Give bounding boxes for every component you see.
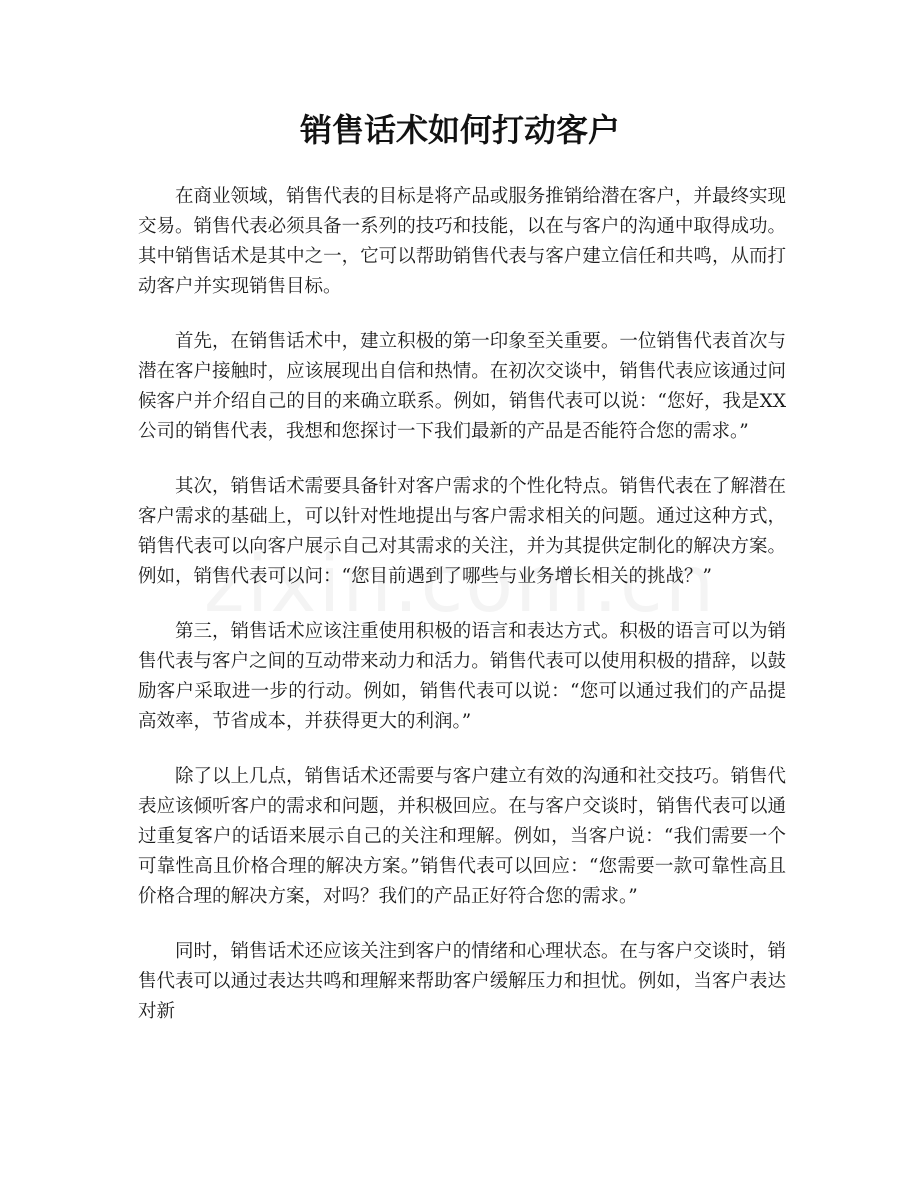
- paragraph-4: 第三，销售话术应该注重使用积极的语言和表达方式。积极的语言可以为销售代表与客户之间的互动带来动力和活力。销售代表可以使用积极的措辞，以鼓励客户采取进一步的行动。例如，销售代表可以说：“您可以通过我们的产品提高效率，节省成本，并获得更大的利润。”: [138, 621, 786, 732]
- document-body: [138, 182, 786, 1052]
- paragraph-2: 首先，在销售话术中，建立积极的第一印象至关重要。一位销售代表首次与潜在客户接触时，应该展现出自信和热情。在初次交谈中，销售代表应该通过问候客户并介绍自己的目的来确立联系。例如，销售代表可以说：“您好，我是XX公司的销售代表，我想和您探讨一下我们最新的产品是否能符合您的需求。”: [138, 331, 786, 442]
- paragraph-1: 在商业领域，销售代表的目标是将产品或服务推销给潜在客户，并最终实现交易。销售代表必须具备一系列的技巧和技能，以在与客户的沟通中取得成功。其中销售话术是其中之一，它可以帮助销售代表与客户建立信任和共鸣，从而打动客户并实现销售目标。: [138, 186, 786, 297]
- document-title: 销售话术如何打动客户: [299, 111, 620, 149]
- paragraph-5: 除了以上几点，销售话术还需要与客户建立有效的沟通和社交技巧。销售代表应该倾听客户的需求和问题，并积极回应。在与客户交谈时，销售代表可以通过重复客户的话语来展示自己的关注和理解。例如，当客户说：“我们需要一个可靠性高且价格合理的解决方案。”销售代表可以回应：“您需要一款可靠性高且价格合理的解决方案，对吗？我们的产品正好符合您的需求。”: [138, 766, 786, 907]
- paragraph-3: 其次，销售话术需要具备针对客户需求的个性化特点。销售代表在了解潜在客户需求的基础上，可以针对性地提出与客户需求相关的问题。通过这种方式，销售代表可以向客户展示自己对其需求的关注，并为其提供定制化的解决方案。例如，销售代表可以问：“您目前遇到了哪些与业务增长相关的挑战？”: [138, 476, 786, 587]
- paragraph-6: 同时，销售话术还应该关注到客户的情绪和心理状态。在与客户交谈时，销售代表可以通过表达共鸣和理解来帮助客户缓解压力和担忧。例如，当客户表达对新: [138, 941, 786, 1022]
